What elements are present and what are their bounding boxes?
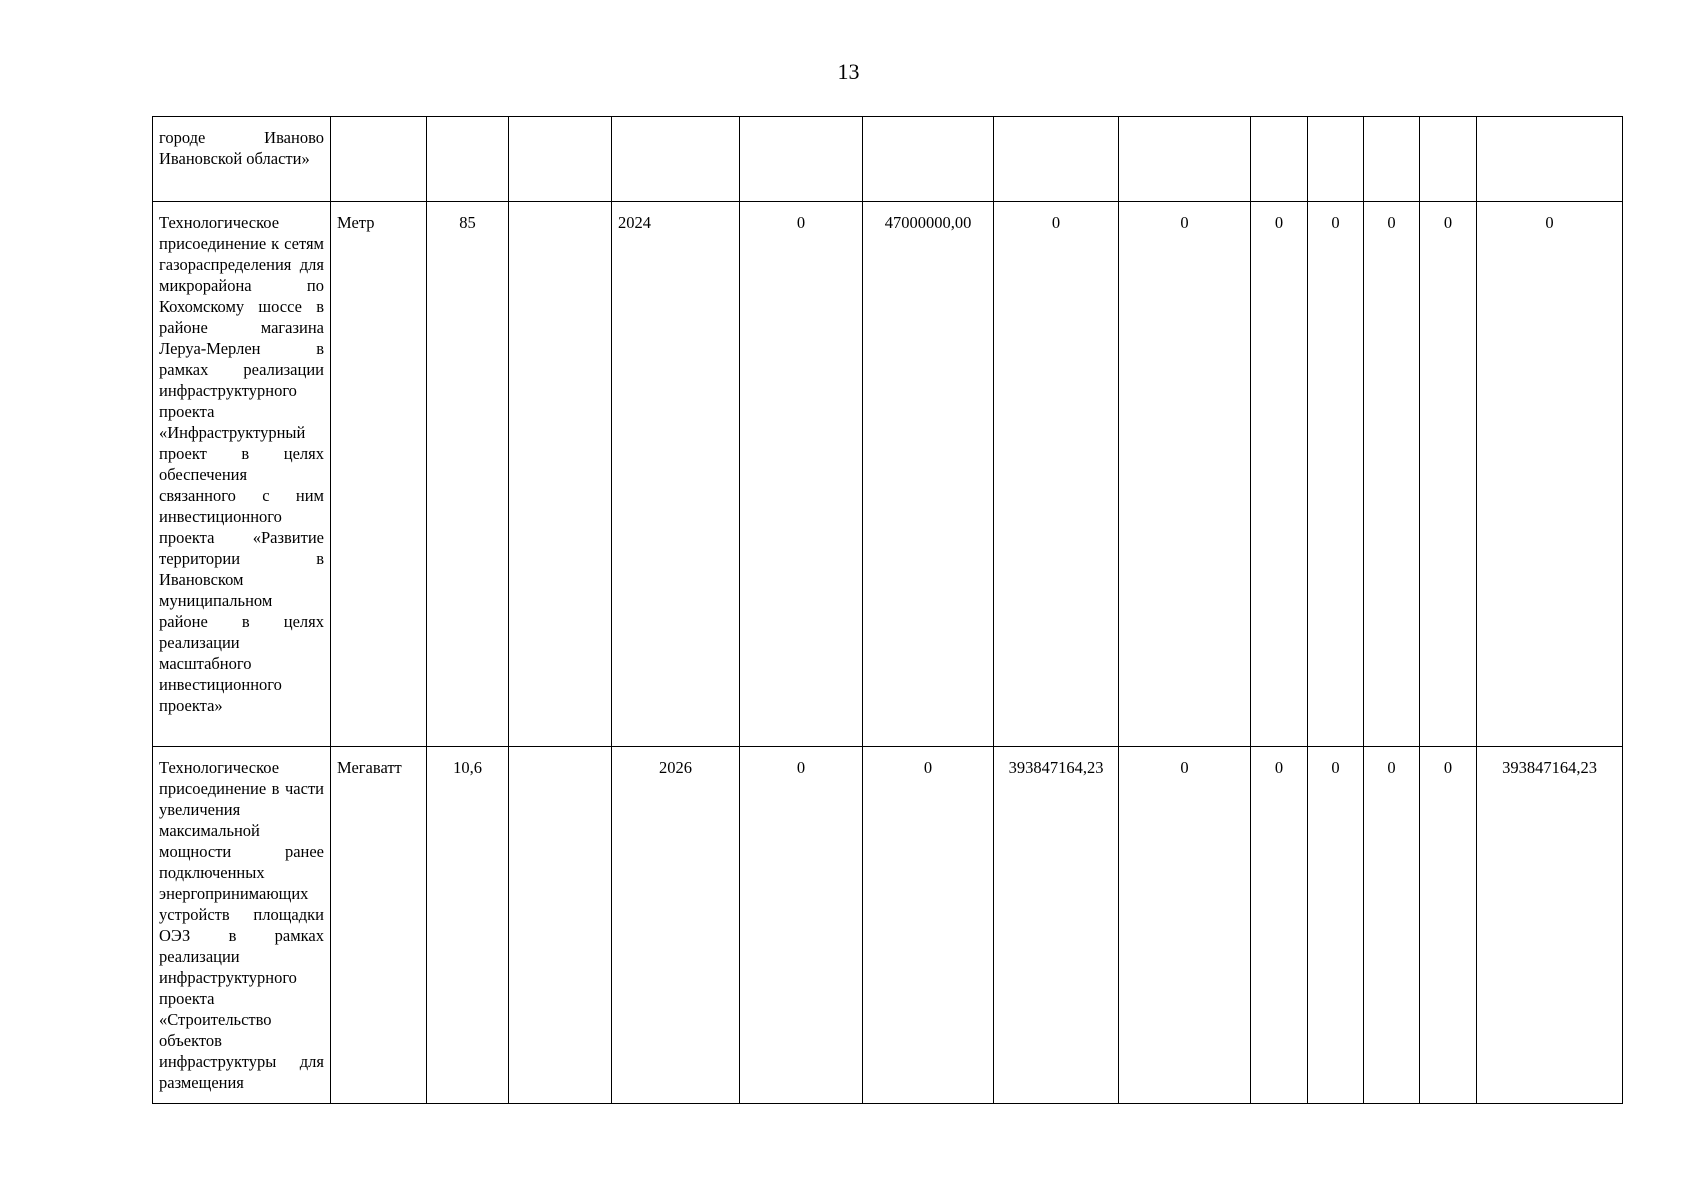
data-table (152, 116, 1623, 1104)
cell-col10: 0 (1251, 202, 1308, 747)
cell-col9: 0 (1119, 202, 1251, 747)
cell-col13: 0 (1420, 202, 1477, 747)
cell-year: 2026 (612, 747, 740, 1104)
table-row (153, 747, 1623, 1104)
cell-col14: 393847164,23 (1477, 747, 1623, 1104)
cell-col10 (1251, 117, 1308, 202)
cell-col7: 0 (863, 747, 994, 1104)
cell-value: 85 (427, 202, 509, 747)
table-row (153, 202, 1623, 747)
cell-col10: 0 (1251, 747, 1308, 1104)
cell-col9 (1119, 117, 1251, 202)
page-number: 13 (837, 59, 860, 84)
cell-unit: Мегаватт (331, 747, 427, 1104)
cell-unit (331, 117, 427, 202)
cell-col6: 0 (740, 747, 863, 1104)
cell-name: Технологическое присоединение к сетям газораспределения для микрорайона по Кохомскому шоссе в районе магазина Леруа-Мерлен в рамках реализации инфраструктурного проекта «Инфраструктурный проект в целях обеспечения связанного с ним инвестиционного проекта «Развитие территории в Ивановском муниципальном районе в целях реализации масштабного инвестиционного проекта» (153, 202, 331, 747)
cell-col12 (1364, 117, 1420, 202)
cell-col7: 47000000,00 (863, 202, 994, 747)
cell-col12: 0 (1364, 202, 1420, 747)
cell-value: 10,6 (427, 747, 509, 1104)
cell-col6: 0 (740, 202, 863, 747)
cell-blank (509, 202, 612, 747)
cell-name: Технологическое присоединение в части увеличения максимальной мощности ранее подключенных энергопринимающих устройств площадки ОЭЗ в рамках реализации инфраструктурного проекта «Строительство объектов инфраструктуры для размещения (153, 747, 331, 1104)
cell-col12: 0 (1364, 747, 1420, 1104)
cell-year (612, 117, 740, 202)
cell-blank (509, 747, 612, 1104)
cell-unit: Метр (331, 202, 427, 747)
cell-col8: 0 (994, 202, 1119, 747)
cell-col11: 0 (1308, 747, 1364, 1104)
cell-col13 (1420, 117, 1477, 202)
cell-name: городе Иваново Ивановской области» (153, 117, 331, 202)
cell-year: 2024 (612, 202, 740, 747)
cell-col7 (863, 117, 994, 202)
cell-col8 (994, 117, 1119, 202)
cell-col6 (740, 117, 863, 202)
cell-col11: 0 (1308, 202, 1364, 747)
cell-col9: 0 (1119, 747, 1251, 1104)
cell-col11 (1308, 117, 1364, 202)
cell-blank (509, 117, 612, 202)
cell-col14: 0 (1477, 202, 1623, 747)
cell-col8: 393847164,23 (994, 747, 1119, 1104)
cell-col13: 0 (1420, 747, 1477, 1104)
cell-col14 (1477, 117, 1623, 202)
table-row (153, 117, 1623, 202)
cell-value (427, 117, 509, 202)
